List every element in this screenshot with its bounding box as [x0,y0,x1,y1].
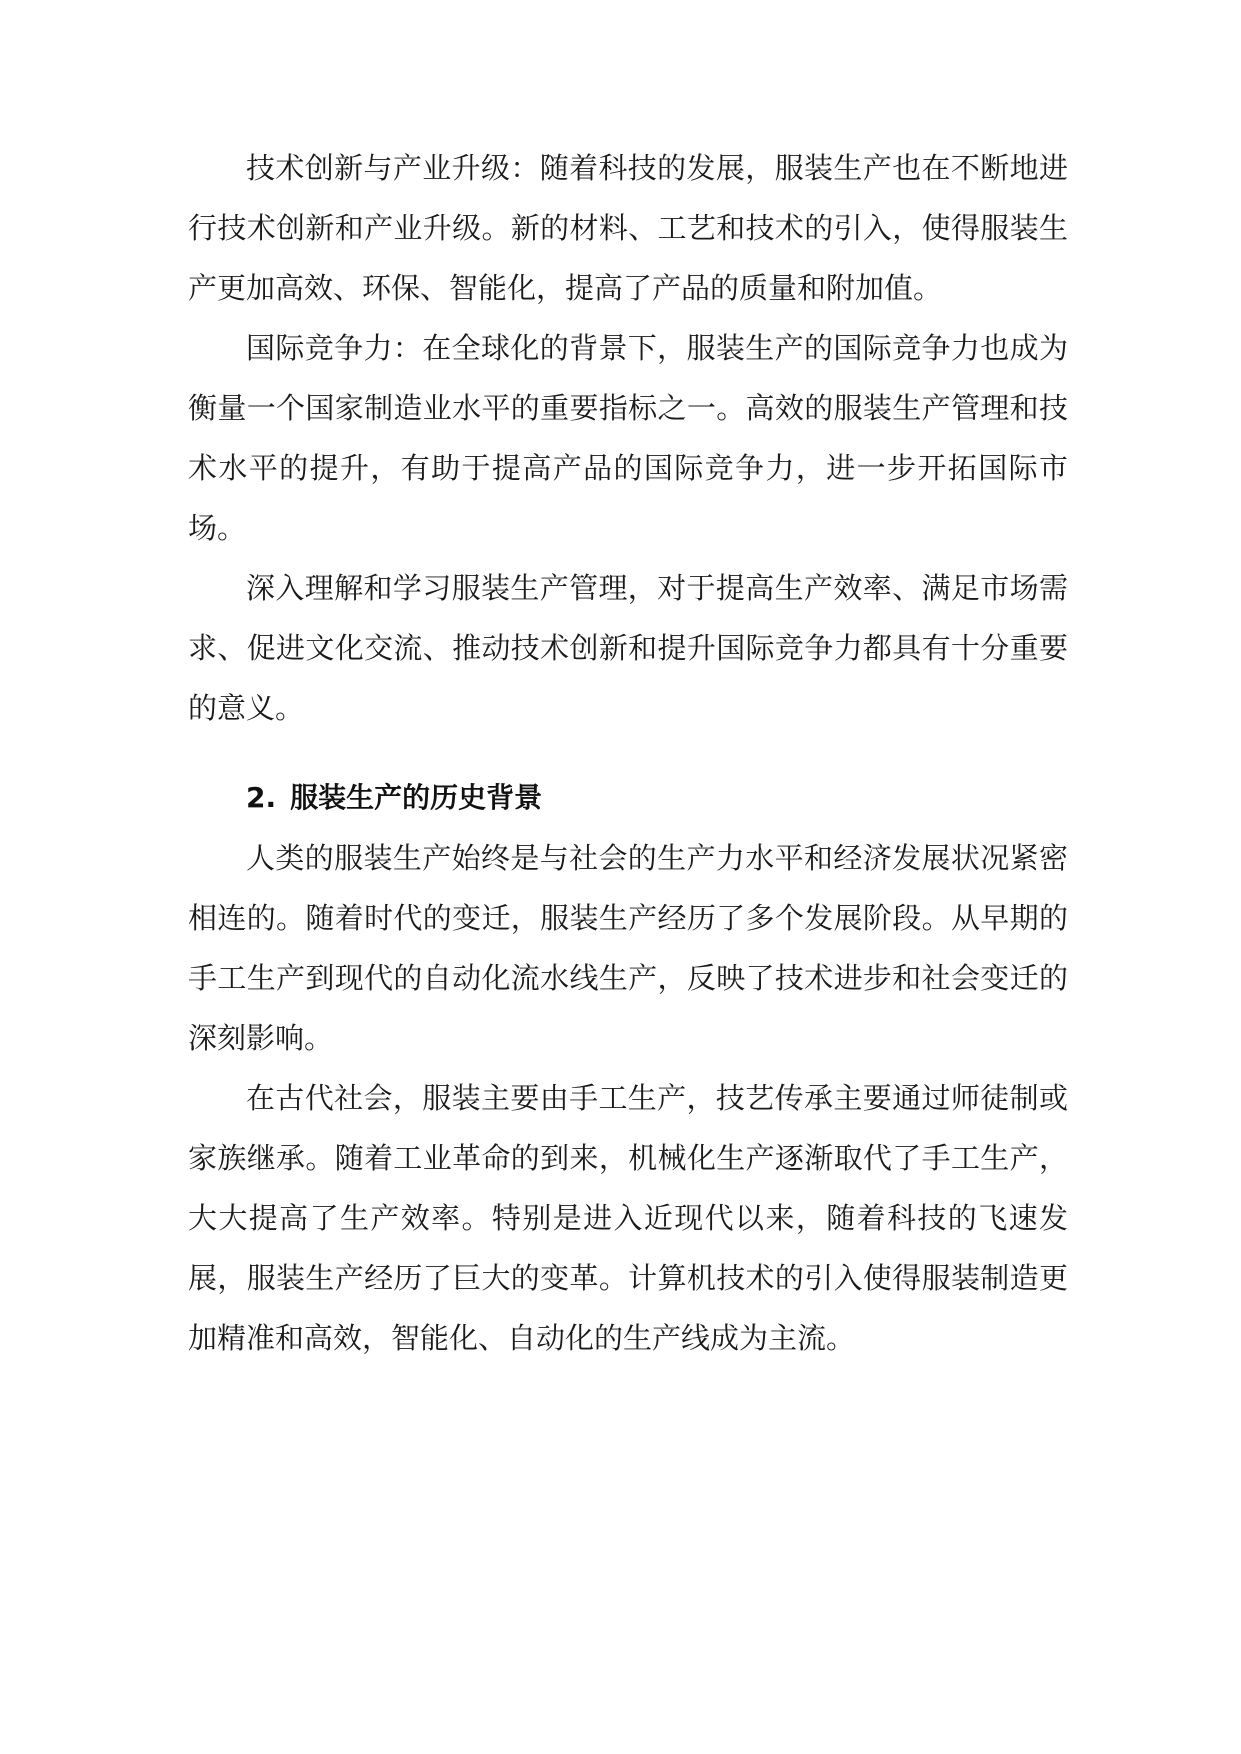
paragraph-significance: 深入理解和学习服装生产管理，对于提高生产效率、满足市场需求、促进文化交流、推动技术创新和提升国际竞争力都具有十分重要的意义。 [188,571,1068,725]
paragraph-international-competitiveness: 国际竞争力：在全球化的背景下，服装生产的国际竞争力也成为衡量一个国家制造业水平的重要指标之一。高效的服装生产管理和技术水平的提升，有助于提高产品的国际竞争力，进一步开拓国际市场。 [188,331,1068,545]
document-body [188,138,1068,1368]
section-heading-history [188,768,1068,828]
paragraph-ancient-to-modern: 在古代社会，服装主要由手工生产，技艺传承主要通过师徒制或家族继承。随着工业革命的到来，机械化生产逐渐取代了手工生产，大大提高了生产效率。特别是进入近现代以来，随着科技的飞速发展，服装生产经历了巨大的变革。计算机技术的引入使得服装制造更加精准和高效，智能化、自动化的生产线成为主流。 [188,1081,1068,1355]
paragraph-tech-innovation: 技术创新与产业升级：随着科技的发展，服装生产也在不断地进行技术创新和产业升级。新的材料、工艺和技术的引入，使得服装生产更加高效、环保、智能化，提高了产品的质量和附加值。 [188,151,1068,305]
section-number: 2. [246,781,277,814]
section-title: 服装生产的历史背景 [290,781,543,814]
paragraph-history-overview: 人类的服装生产始终是与社会的生产力水平和经济发展状况紧密相连的。随着时代的变迁，服装生产经历了多个发展阶段。从早期的手工生产到现代的自动化流水线生产，反映了技术进步和社会变迁的深刻影响。 [188,841,1068,1055]
